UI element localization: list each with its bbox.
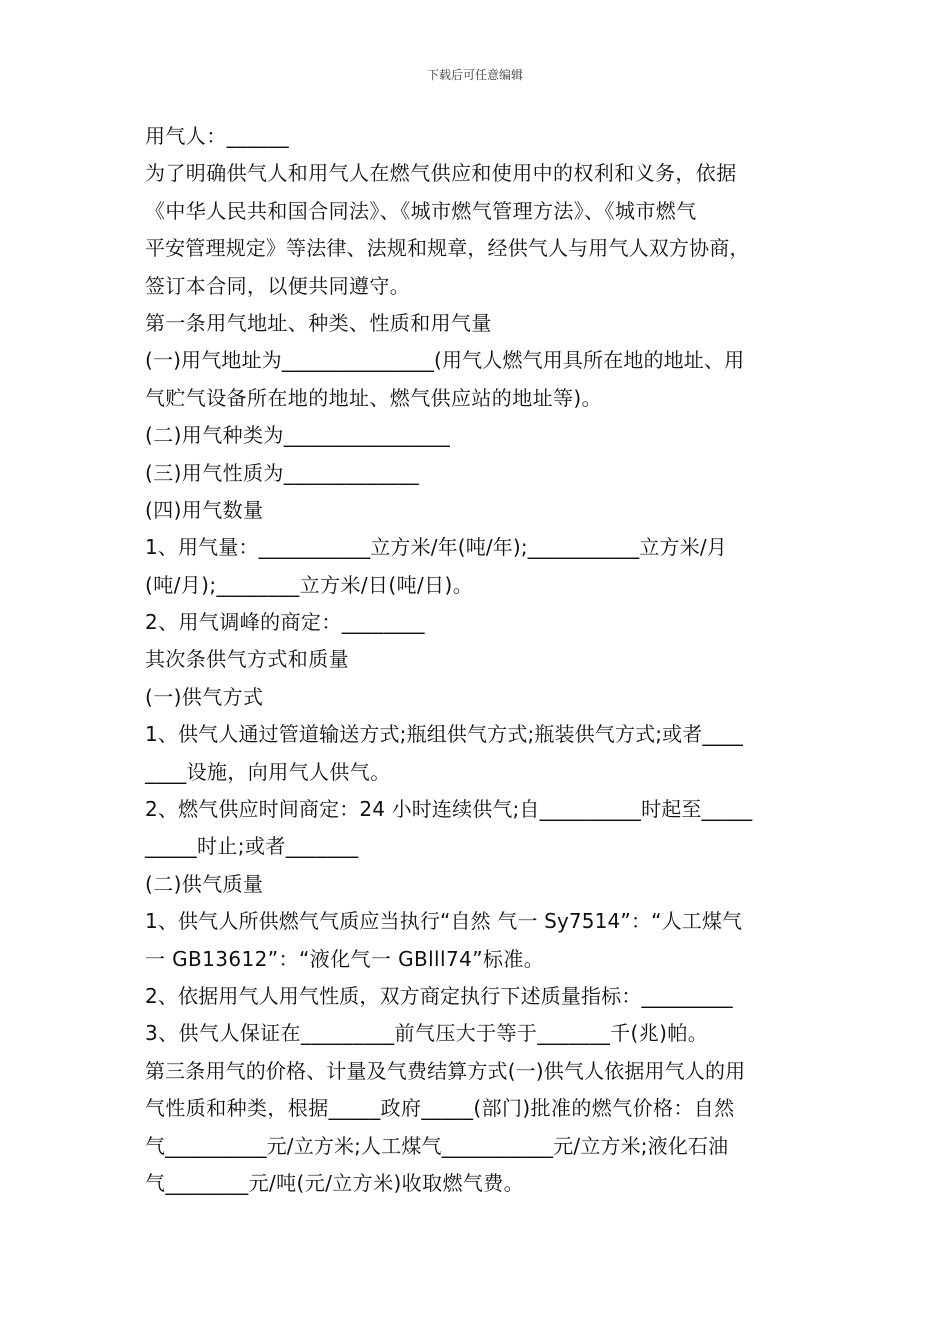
text-line: (一)供气方式 bbox=[145, 684, 264, 709]
text-line: _____时止;或者_______ bbox=[145, 834, 359, 859]
text-line: 1、用气量：___________立方米/年(吨/年);___________立方米/月 bbox=[145, 535, 727, 560]
text-line: 签订本合同，以便共同遵守。 bbox=[145, 273, 411, 298]
text-line: 1、供气人通过管道输送方式;瓶组供气方式;瓶装供气方式;或者____ bbox=[145, 722, 744, 747]
text-line: 气__________元/立方米;人工煤气___________元/立方米;液化石油 bbox=[145, 1133, 729, 1158]
text-line: (二)供气质量 bbox=[145, 871, 264, 896]
document-body bbox=[145, 118, 825, 1202]
page-header: 下载后可任意编辑 bbox=[426, 68, 523, 82]
text-line: 2、用气调峰的商定：________ bbox=[145, 610, 425, 635]
text-line: 2、依据用气人用气性质，双方商定执行下述质量指标：_________ bbox=[145, 983, 733, 1008]
text-line: (吨/月);________立方米/日(吨/日)。 bbox=[145, 572, 474, 597]
text-line: 为了明确供气人和用气人在燃气供应和使用中的权利和义务，依据 bbox=[145, 161, 737, 186]
text-line: ____设施，向用气人供气。 bbox=[145, 759, 391, 784]
text-line: 第一条用气地址、种类、性质和用气量 bbox=[145, 310, 492, 335]
text-line: (一)用气地址为_______________(用气人燃气用具所在地的地址、用 bbox=[145, 348, 745, 373]
text-line: 一 GB13612”：“液化气一 GBlll74”标准。 bbox=[145, 946, 545, 971]
text-line: 其次条供气方式和质量 bbox=[145, 647, 349, 672]
text-line: 气性质和种类，根据_____政府_____(部门)批准的燃气价格：自然 bbox=[145, 1096, 735, 1121]
text-line: 平安管理规定》等法律、法规和规章，经供气人与用气人双方协商， bbox=[145, 236, 750, 261]
text-line: 3、供气人保证在_________前气压大于等于_______千(兆)帕。 bbox=[145, 1021, 709, 1046]
text-line: (三)用气性质为_____________ bbox=[145, 460, 420, 485]
text-line: 1、供气人所供燃气气质应当执行“自然 气一 Sy7514”：“人工煤气 bbox=[145, 909, 743, 934]
text-line: 2、燃气供应时间商定：24 小时连续供气;自__________时起至_____ bbox=[145, 797, 753, 822]
text-line: 第三条用气的价格、计量及气费结算方式(一)供气人依据用气人的用 bbox=[145, 1058, 746, 1083]
text-line: 气________元/吨(元/立方米)收取燃气费。 bbox=[145, 1170, 525, 1195]
text-line: 气贮气设备所在地的地址、燃气供应站的地址等)。 bbox=[145, 385, 603, 410]
text-line: (二)用气种类为________________ bbox=[145, 423, 451, 448]
text-line: 用气人：______ bbox=[145, 124, 289, 148]
text-line: (四)用气数量 bbox=[145, 497, 264, 522]
text-line: 《中华人民共和国合同法》、《城市燃气管理方法》、《城市燃气 bbox=[145, 198, 697, 223]
